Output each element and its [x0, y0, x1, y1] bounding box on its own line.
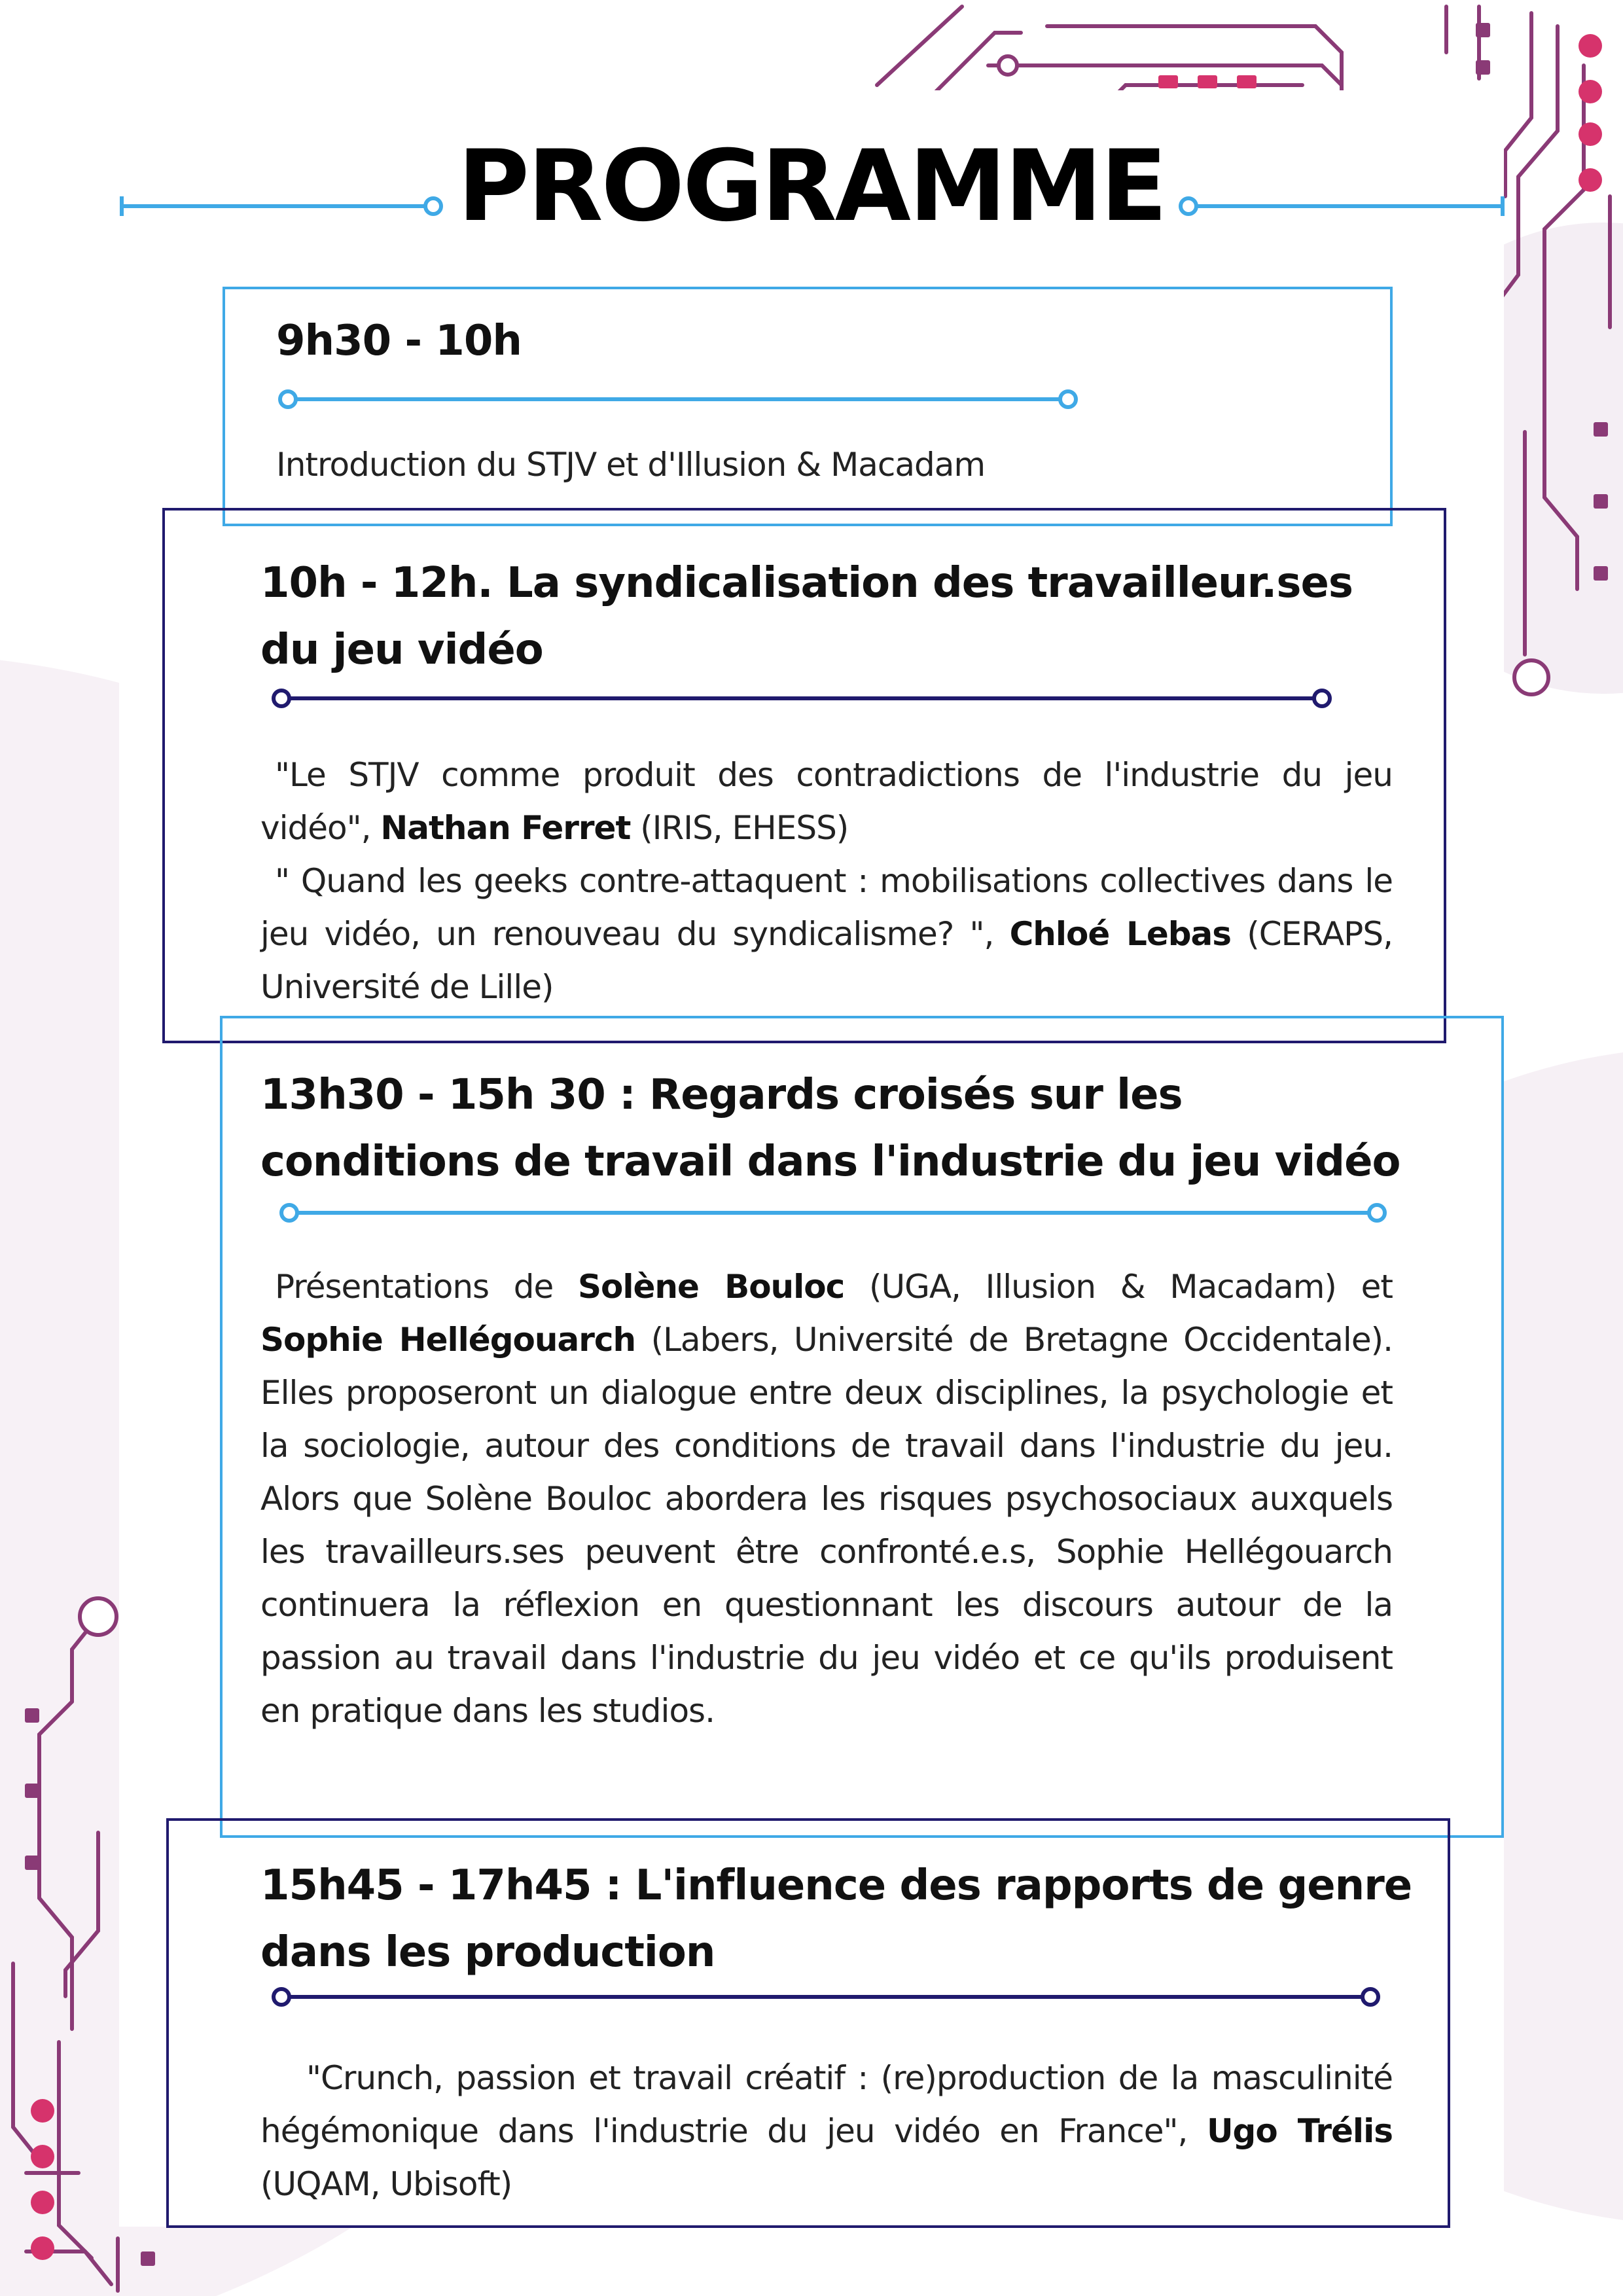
session-2-heading: 10h - 12h. La syndicalisation des travailleur.ses du jeu vidéo: [260, 559, 1353, 674]
speaker-ugo-trelis: Ugo Trélis: [1206, 2112, 1393, 2150]
session-3-divider: [276, 1200, 1402, 1226]
talk-trelis-affiliation: (UQAM, Ubisoft): [260, 2165, 512, 2203]
session-1-description: Introduction du STJV et d'Illusion & Macadam: [276, 446, 986, 484]
session-3-heading: 13h30 - 15h 30 : Regards croisés sur les conditions de travail dans l'industrie du jeu vidéo: [260, 1071, 1400, 1186]
session-1-time: 9h30 - 10h: [276, 317, 522, 365]
speaker-sophie-hellegouarch: Sophie Hellégouarch: [260, 1321, 636, 1359]
session-4-divider: [268, 1984, 1394, 2010]
speaker-nathan-ferret: Nathan Ferret: [380, 809, 631, 847]
talk-ferret: [260, 749, 1393, 855]
session-2-talks: [260, 749, 1393, 1014]
session-4-heading: 15h45 - 17h45 : L'influence des rapports de genre dans les production: [260, 1861, 1412, 1977]
talk-lebas: [260, 855, 1393, 1014]
session-3-rest: (Labers, Université de Bretagne Occidentale). Elles proposeront un dialogue entre deux disciplines, la psychologie et la sociologie, autour des conditions de travail dans l'industrie du jeu. Alors que Solène Bouloc abordera les risques psychosociaux auxquels les travailleurs.ses peuvent être confronté.e.s, Sophie Hellégouarch continuera la réflexion en questionnant les discours autour de la passion au travail dans l'industrie du jeu vidéo et ce qu'ils produisent en pratique dans les studios.: [260, 1321, 1393, 1730]
session-3-intro: Présentations de: [275, 1268, 554, 1306]
session-4-talk: [260, 2052, 1393, 2211]
talk-lebas-affiliation: (CERAPS, Université de Lille): [260, 915, 1393, 1006]
session-3-description: [260, 1261, 1393, 1738]
speaker-solene-bouloc: Solène Bouloc: [577, 1268, 845, 1306]
talk-ferret-affiliation: (IRIS, EHESS): [640, 809, 849, 847]
title-decor-right: [1175, 193, 1509, 219]
title-decor-left: [118, 193, 445, 219]
talk-ferret-title: "Le STJV comme produit des contradictions de l'industrie du jeu vidéo",: [260, 756, 1393, 847]
talk-trelis-title: "Crunch, passion et travail créatif : (re)production de la masculinité hégémonique dans l'industrie du jeu vidéo en France",: [260, 2059, 1393, 2150]
page-title: PROGRAMME: [457, 130, 1166, 243]
speaker-chloe-lebas: Chloé Lebas: [1009, 915, 1232, 953]
session-3-aff1: (UGA, Illusion & Macadam) et: [868, 1268, 1393, 1306]
session-1-divider-line: [275, 386, 1086, 412]
talk-lebas-title: " Quand les geeks contre-attaquent : mobilisations collectives dans le jeu vidéo, un renouveau du syndicalisme? ",: [260, 862, 1393, 953]
session-2-divider: [268, 685, 1342, 711]
